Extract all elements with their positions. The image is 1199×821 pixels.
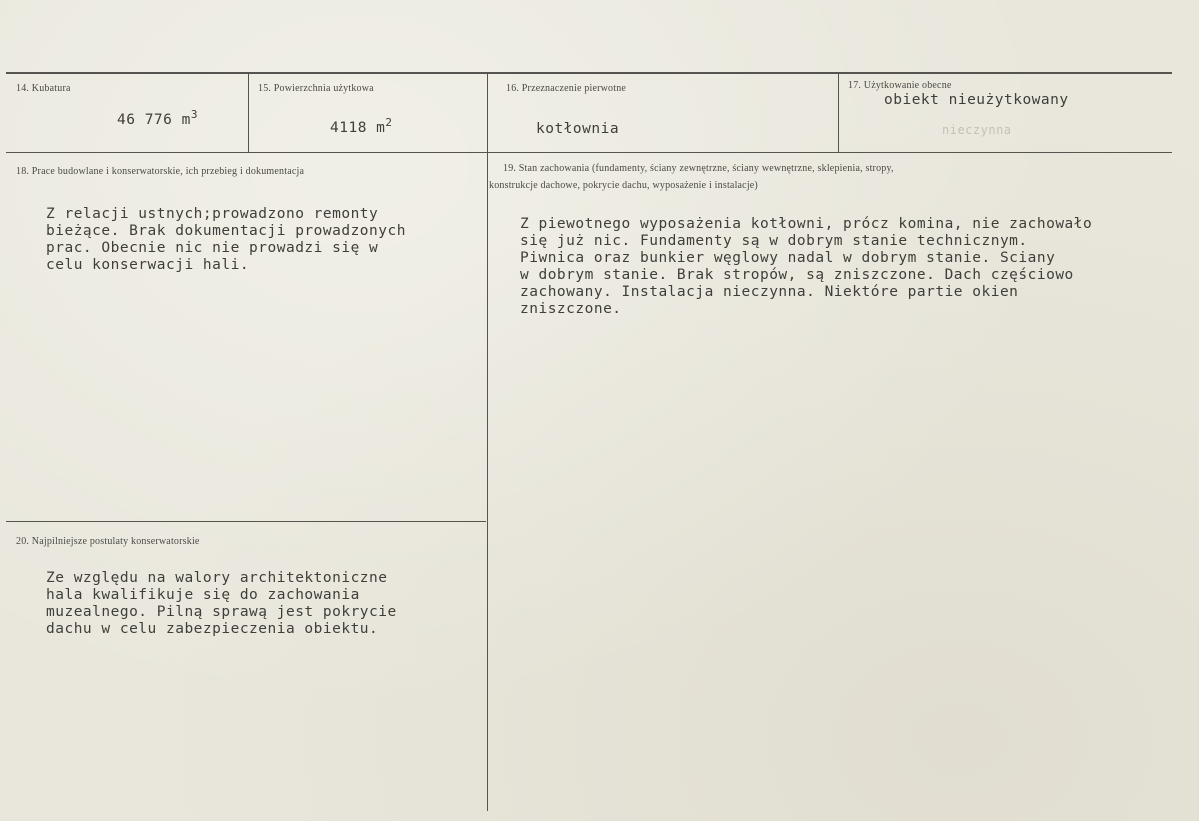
kubatura-value [117,107,198,128]
postulaty-label: 20. Najpilniejsze postulaty konserwatorskie [16,536,200,547]
kubatura-label: 14. Kubatura [16,83,71,94]
stan-label-line2: konstrukcje dachowe, pokrycie dachu, wyposażenie i instalacje) [489,180,758,191]
prace-label: 18. Prace budowlane i konserwatorskie, ich przebieg i dokumentacja [16,166,305,177]
row1-bottom-rule [6,152,1172,153]
top-rule [6,72,1172,74]
divider-15-16 [487,73,488,811]
kubatura-unit-exponent: 3 [190,108,198,121]
powierzchnia-label: 15. Powierzchnia użytkowa [258,83,374,94]
prace-line: Z relacji ustnych;prowadzono remonty [46,206,379,222]
powierzchnia-unit-exponent: 2 [385,116,393,129]
stan-line: Z piewotnego wyposażenia kotłowni, prócz komina, nie zachowało [520,216,1093,232]
uzytkowanie-faded-value: nieczynna [942,123,1012,137]
divider-14-15 [248,73,249,153]
prace-line: bieżące. Brak dokumentacji prowadzonych [46,223,406,239]
stan-line: Piwnica oraz bunkier węglowy nadal w dobrym stanie. Sciany [520,250,1056,266]
divider-16-17 [838,73,839,153]
section20-top-rule [6,521,486,522]
postulaty-line: hala kwalifikuje się do zachowania [46,587,360,603]
postulaty-line: muzealnego. Pilną sprawą jest pokrycie [46,604,397,620]
powierzchnia-value [330,115,393,136]
prace-line: prac. Obecnie nic nie prowadzi się w [46,240,379,256]
uzytkowanie-value: obiekt nieużytkowany [884,92,1069,108]
uzytkowanie-label: 17. Użytkowanie obecne [848,80,952,91]
kubatura-number: 46 776 m [117,111,191,128]
stan-line: zniszczone. [520,301,622,317]
postulaty-line: Ze względu na walory architektoniczne [46,570,388,586]
powierzchnia-number: 4118 m [330,119,386,136]
stan-line: się już nic. Fundamenty są w dobrym stanie technicznym. [520,233,1028,249]
przeznaczenie-label: 16. Przeznaczenie pierwotne [506,83,627,94]
przeznaczenie-value: kotłownia [536,121,620,137]
stan-line: zachowany. Instalacja nieczynna. Niektóre partie okien [520,284,1019,300]
stan-line: w dobrym stanie. Brak stropów, są zniszczone. Dach częściowo [520,267,1074,283]
stan-label-line1: 19. Stan zachowania (fundamenty, ściany zewnętrzne, ściany wewnętrzne, sklepienia, stropy, [503,163,894,174]
postulaty-line: dachu w celu zabezpieczenia obiektu. [46,621,379,637]
prace-line: celu konserwacji hali. [46,257,250,273]
